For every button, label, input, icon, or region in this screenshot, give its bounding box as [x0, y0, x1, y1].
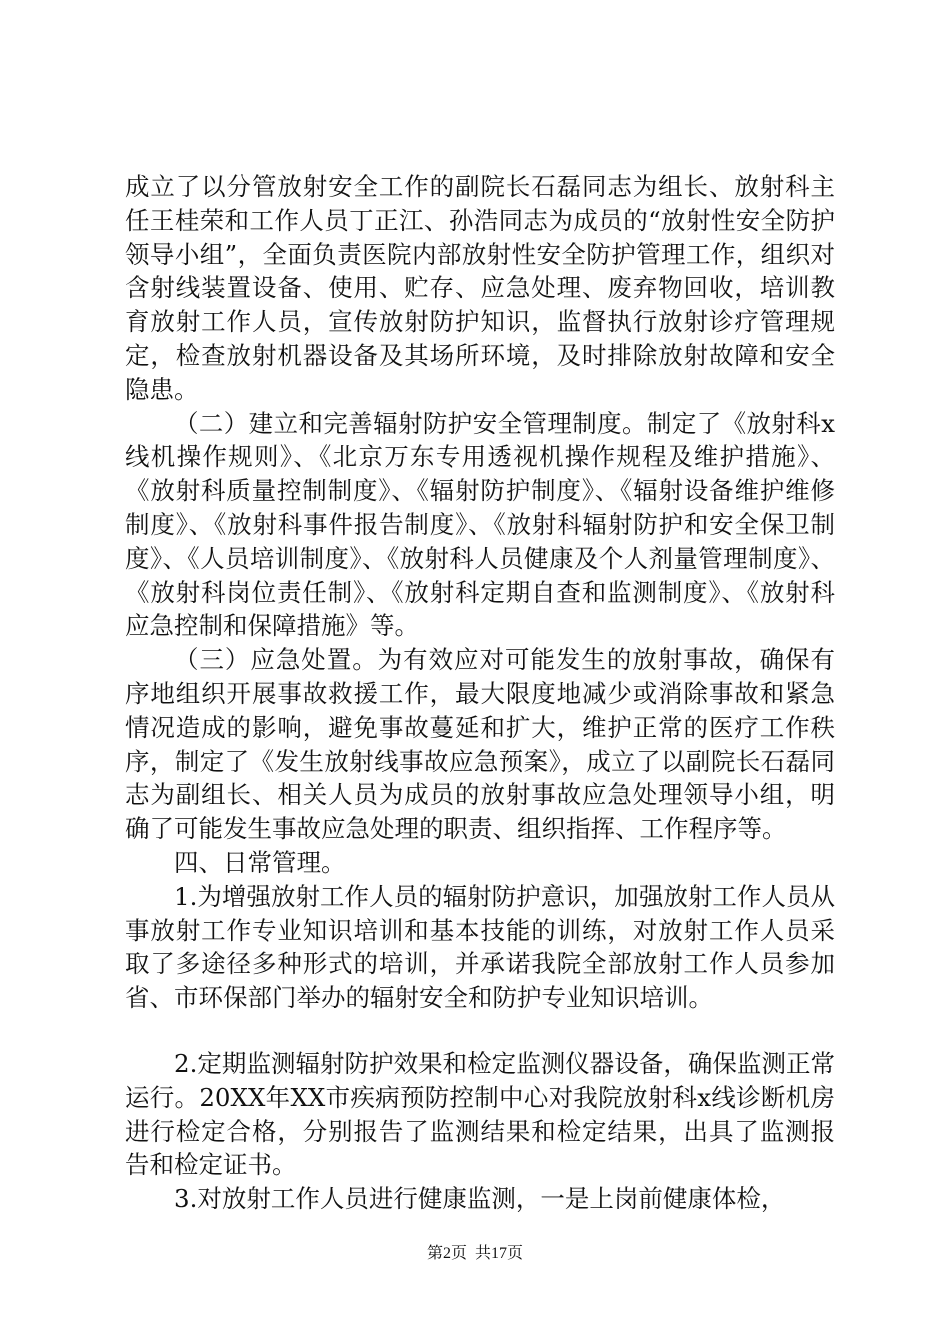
- paragraph-item-one: 1.为增强放射工作人员的辐射防护意识，加强放射工作人员从事放射工作专业知识培训和基本技能的训练，对放射工作人员采取了多途径多种形式的培训，并承诺我院全部放射工作人员参加省、市环保部门举办的辐射安全和防护专业知识培训。: [125, 881, 835, 1013]
- document-body: [125, 170, 835, 1216]
- paragraph-item-two: 2.定期监测辐射防护效果和检定监测仪器设备，确保监测正常运行。20XX年XX市疾病预防控制中心对我院放射科x线诊断机房进行检定合格，分别报告了监测结果和检定结果，出具了监测报告和检定证书。: [125, 1048, 835, 1180]
- page-number: 第2页: [426, 1245, 467, 1262]
- page-total: 共17页: [475, 1245, 524, 1262]
- paragraph-item-three: 3.对放射工作人员进行健康监测，一是上岗前健康体检，: [174, 1184, 786, 1214]
- paragraph-section-two: （二）建立和完善辐射防护安全管理制度。制定了《放射科x线机操作规则》、《北京万东专用透视机操作规程及维护措施》、《放射科质量控制制度》、《辐射防护制度》、《辐射设备维护维修制度》、《放射科事件报告制度》、《放射科辐射防护和安全保卫制度》、《人员培训制度》、《放射科人员健康及个人剂量管理制度》、《放射科岗位责任制》、《放射科定期自查和监测制度》、《放射科应急控制和保障措施》等。: [125, 408, 835, 641]
- paragraph-section-three: （三）应急处置。为有效应对可能发生的放射事故，确保有序地组织开展事故救援工作，最大限度地减少或消除事故和紧急情况造成的影响，避免事故蔓延和扩大，维护正常的医疗工作秩序，制定了《发生放射线事故应急预案》，成立了以副院长石磊同志为副组长、相关人员为成员的放射事故应急处理领导小组，明确了可能发生事故应急处理的职责、组织指挥、工作程序等。: [125, 645, 835, 844]
- page-footer: [0, 1244, 950, 1264]
- heading-daily-management: 四、日常管理。: [174, 847, 346, 877]
- paragraph-leading-group: 成立了以分管放射安全工作的副院长石磊同志为组长、放射科主任王桂荣和工作人员丁正江、孙浩同志为成员的“放射性安全防护领导小组”，全面负责医院内部放射性安全防护管理工作，组织对含射线装置设备、使用、贮存、应急处理、废弃物回收，培训教育放射工作人员，宣传放射防护知识，监督执行放射诊疗管理规定，检查放射机器设备及其场所环境，及时排除放射故障和安全隐患。: [125, 172, 835, 404]
